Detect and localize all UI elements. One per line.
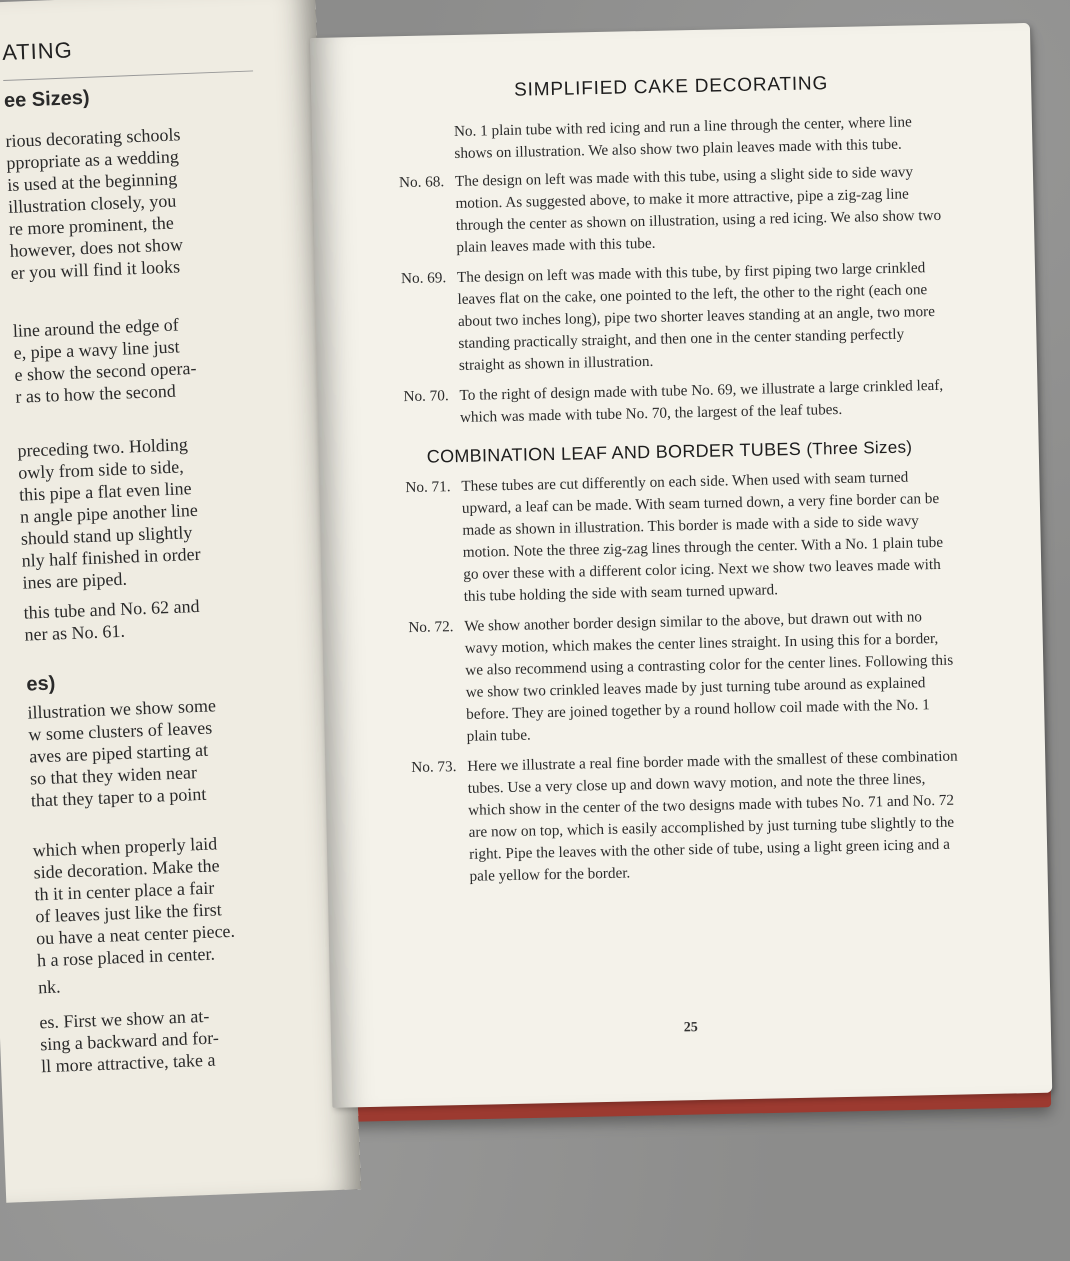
left-page-line: e, pipe a wavy line just <box>13 336 180 363</box>
left-page-content <box>0 0 300 1077</box>
tube-number: No. 71. <box>405 478 451 497</box>
tube-number: No. 72. <box>408 618 454 637</box>
tube-entry <box>403 375 953 430</box>
tube-number: No. 70. <box>403 387 449 406</box>
left-header-rule <box>3 70 253 81</box>
tube-entry <box>405 466 957 609</box>
left-page-header: ATING <box>1 37 74 66</box>
left-page-line: should stand up slightly <box>20 522 193 549</box>
left-page-line: aves are piped starting at <box>28 739 209 767</box>
left-page-line: er you will find it looks <box>10 256 181 283</box>
tube-entry <box>408 606 960 749</box>
tube-entry <box>411 746 963 889</box>
continuation-paragraph: No. 1 plain tube with red icing and run a line through the center, where line shows on illustration. We also show two plain leaves made with this tube. <box>453 113 912 162</box>
left-page-heading: es) <box>26 672 56 696</box>
left-page-line: n angle pipe another line <box>19 499 199 527</box>
page-header: SIMPLIFIED CAKE DECORATING <box>513 73 829 101</box>
tube-description: To the right of design made with tube No. 69, we illustrate a large crinkled leaf, which was made with tube No. 70, the largest of the leaf tubes. <box>459 376 944 426</box>
left-page-line: ll more attractive, take a <box>40 1049 216 1077</box>
tube-description: We show another border design similar to the above, but drawn out with no wavy motion, which makes the center lines straight. In using this for a border, we also recommend using a contrasting color for the center lines. Following this we show two crinkled leaves made by just turning tube around as explained before. They are joined together by a round hollow coil made with the No. 1 plain tube. <box>464 608 954 745</box>
left-page-heading: ee Sizes) <box>3 86 91 113</box>
left-page-line: w some clusters of leaves <box>27 717 213 745</box>
left-page-line: h a rose placed in center. <box>36 943 216 971</box>
left-page-line: illustration we show some <box>27 695 217 723</box>
tube-description: Here we illustrate a real fine border made with the smallest of these combination tubes. Use a very close up and down wavy motion, and note the three lines, which show in the center of the two designs made with tubes No. 71 and No. 72 are now on top, which is easily accomplished by just turning tube slightly to the right. Pipe the leaves with the other side of tube, using a light green icing and a pale yellow for the border. <box>467 747 958 885</box>
tube-number: No. 68. <box>398 173 445 192</box>
tube-entry <box>398 161 950 260</box>
left-page-line: so that they widen near <box>29 762 198 789</box>
tube-entry <box>400 257 952 378</box>
left-page-line: es. First we show an at- <box>39 1005 210 1033</box>
tube-number: No. 73. <box>411 758 457 777</box>
tube-entries-leaf <box>398 161 953 430</box>
left-page-line: nly half finished in order <box>21 543 201 571</box>
tube-description: These tubes are cut differently on each side. When used with seam turned upward, a leaf can be made. With seam turned down, a very fine border can be made as shown in illustration. This border is made with a side to side wavy motion. Note the three zig-zag lines through the center. With a No. 1 plain tube go over these with a different color icing. Next we show two leaves made with this tube holding the side with seam turned upward. <box>461 468 944 605</box>
tube-entries-combination <box>405 466 963 889</box>
section-heading-title: COMBINATION LEAF AND BORDER TUBES <box>426 438 802 467</box>
left-page <box>0 0 361 1203</box>
page-content <box>398 111 963 897</box>
tube-description: The design on left was made with this tube, using a slight side to side wavy motion. As suggested above, to make it more attractive, pipe a zig-zag line through the center as shown on illustration, using a red icing. We also show two plain leaves made with this tube. <box>454 163 942 256</box>
left-page-line: side decoration. Make the <box>33 855 220 883</box>
left-page-line: illustration closely, you <box>7 190 177 217</box>
left-page-line: nk. <box>37 976 61 998</box>
section-heading <box>427 435 954 469</box>
left-page-line: however, does not show <box>9 234 184 261</box>
right-page <box>310 23 1052 1108</box>
left-page-line: sing a backward and for- <box>39 1027 220 1055</box>
left-page-line: which when properly laid <box>32 833 218 861</box>
left-page-line: re more prominent, the <box>8 212 175 239</box>
left-page-line: this pipe a flat even line <box>18 478 192 505</box>
left-page-line: preceding two. Holding <box>17 434 189 461</box>
left-page-line: ou have a neat center piece. <box>35 920 236 949</box>
tube-number: No. 69. <box>400 269 447 288</box>
left-page-line: r as to how the second <box>15 380 177 407</box>
left-page-line: of leaves just like the first <box>34 899 223 927</box>
page-number: 25 <box>683 1020 698 1036</box>
left-page-line: ner as No. 61. <box>24 620 126 645</box>
left-page-line: this tube and No. 62 and <box>23 595 200 623</box>
left-page-line: ines are piped. <box>22 568 128 593</box>
section-heading-sizes: (Three Sizes) <box>806 437 913 459</box>
left-page-line: line around the edge of <box>12 314 180 341</box>
left-page-line: e show the second opera- <box>14 357 197 385</box>
left-page-line: rious decorating schools <box>5 124 181 151</box>
left-page-line: that they taper to a point <box>30 783 207 811</box>
left-page-line: owly from side to side, <box>17 456 185 483</box>
left-page-line: ppropriate as a wedding <box>6 146 180 173</box>
left-page-line: is used at the beginning <box>6 168 178 195</box>
left-page-line: th it in center place a fair <box>34 877 215 905</box>
tube-description: The design on left was made with this tube, by first piping two large crinkled leaves flat on the cake, one pointed to the left, the other to the right (each one about two inches long), pipe two shorter leaves standing at an angle, two more standing practically straight, and then one in the center standing perfectly straight as shown in illustration. <box>456 259 936 374</box>
